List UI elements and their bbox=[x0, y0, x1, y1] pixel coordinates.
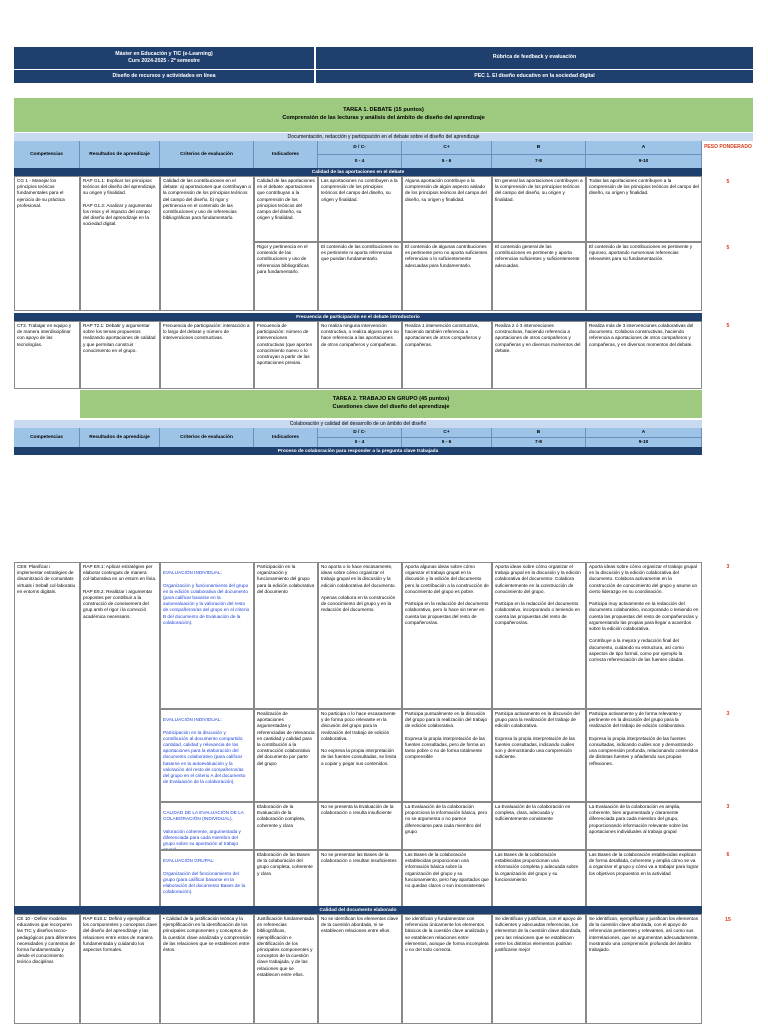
level-b-cell: Aporta ideas sobre cómo organizar el trabajo grupal en la discusión y la edición colaborativa del documento. Colabora suficientemente en la construcción de conocimiento del grupo. Participa en la redacción del documento colaborativo, incorporando o teniendo en cuenta las propuestas del resto de compañeros/as. bbox=[492, 562, 586, 709]
criterio-text: Organización del funcionamiento del grupo (para calificar basarse en la elaboración del documento Bases de la colaboración). bbox=[163, 870, 246, 895]
section-frecuencia: Frecuencia de participación en el debate introductorio bbox=[14, 313, 702, 321]
weight-value: 6 bbox=[726, 852, 730, 858]
level-b-cell: El contenido general de las contribuciones es pertinente y aporta referencias suficientes y suficientemente adecuadas. bbox=[492, 242, 586, 311]
competencia-cell: CE 10 - Definir modelos educativos que incorporen las TIC y diseños tecno-pedagógicos para diferentes necesidades y contextos de forma fundamentada y desde el conocimiento teórico disciplinar. bbox=[14, 914, 80, 1024]
task1-subheader: Documentación, redacción y participación en el debate sobre el diseño del aprendizaje bbox=[14, 133, 753, 141]
level-a-label: A bbox=[586, 428, 702, 437]
criterios-cell bbox=[160, 562, 254, 709]
criterios-cell bbox=[160, 850, 254, 914]
level-c-cell: El contenido de algunas contribuciones es pertinente pero no aporta suficientes referencias o lo suficientemente adecuadas para fundamentarlo. bbox=[402, 242, 492, 311]
task2-column-header bbox=[14, 428, 702, 447]
level-a-cell: Realiza más de 3 intervenciones colaborativas del documento. Colabora constructivas, haciendo referencia a aportaciones de otros compañeros y compañeras, y en diversos momentos del debate. bbox=[586, 321, 702, 389]
indicador-cell: Justificación fundamentada en referencias bibliográficas, ejemplificación e identificación de los principales componentes y conceptos de la cuestión clave trabajada, y de las relaciones que se establecen entre ellos. bbox=[254, 914, 318, 1024]
criterio-text: Organización y funcionamiento del grupo en la edición colaborativa del documento (para calificar basarse en la autoevaluación y la valoración del resto de compañeros/as del grupo en el criterio B del documento de Evaluación de la colaboración). bbox=[163, 582, 250, 625]
level-a-cell: Todas las aportaciones contribuyen a la comprensión de los principios teóricos del campo del diseño, su origen y finalidad. bbox=[586, 176, 702, 242]
criterio-heading: EVALUACIÓN INDIVIDUAL: bbox=[163, 717, 222, 723]
level-d-range: 0 - 4 bbox=[318, 437, 402, 447]
level-d-cell: No se presentan las Bases de la colaboración o resultan insuficientes bbox=[318, 850, 402, 914]
weight-value: 5 bbox=[726, 245, 730, 251]
task1-column-header bbox=[14, 141, 702, 168]
weight-value: 5 bbox=[726, 179, 730, 185]
level-d-label: D / C- bbox=[318, 141, 402, 154]
section-calidad-aportaciones: Calidad de las aportaciones en el debate bbox=[14, 168, 702, 176]
section-proceso-colaboracion: Proceso de colaboración para responder a la pregunta clave trabajada bbox=[14, 447, 702, 455]
col-indicadores: Indicadores bbox=[254, 141, 318, 168]
level-d-cell: Las aportaciones no contribuyen a la comprensión de los principios teóricos del campo del diseño, su origen y finalidad. bbox=[318, 176, 402, 242]
level-a-label: A bbox=[586, 141, 702, 154]
col-competencias: Competencias bbox=[14, 141, 80, 168]
level-a-cell: El contenido de las contribuciones es pertinente y riguroso, aportando numerosas referencias relevantes para su fundamentación. bbox=[586, 242, 702, 311]
resultados-cell: RAP T2.1: Debatir y argumentar sobre los temas propuestos realizando aportaciones de calidad y que permitan construir conocimiento en el grupo. bbox=[80, 321, 160, 389]
col-competencias: Competencias bbox=[14, 428, 80, 447]
criterio-text: Valoración coherente, argumentada y diferenciada para cada miembro del grupo sobre su aportación al trabajo grupal bbox=[163, 828, 241, 850]
weight-value: 15 bbox=[725, 917, 731, 923]
level-b-label: B bbox=[492, 141, 586, 154]
resultados-cell: RAP E10.1: Definir y ejemplificar los componentes y conceptos clave del diseño del aprendizaje y las relaciones entre estos de manera fundamentada y cuidando los aspectos formales. bbox=[80, 914, 160, 1024]
program-title: Máster en Educación y TIC (e-Learning) Curs 2024-2025 - 2º semestre bbox=[14, 47, 314, 69]
level-b-cell: Se identifican y justifican, con el apoyo de suficientes y adecuadas referencias, los elementos de la cuestión clave abordada, pero las relaciones que se establecen entre los distintos elementos podrían justificarse mejor bbox=[492, 914, 586, 1024]
criterio-heading: EVALUACIÓN GRUPAL: bbox=[163, 858, 215, 864]
weight-value: 5 bbox=[726, 323, 730, 329]
level-d-cell: No realiza ninguna intervención constructiva, o realiza alguna pero no hace referencia a las aportaciones de otros compañeros y compañeras. bbox=[318, 321, 402, 389]
level-c-range: 5 - 6 bbox=[402, 437, 492, 447]
level-b-cell: Realiza 2 ó 3 intervenciones constructivas, haciendo referencia a aportaciones de otros compañeros y compañeras y en diversos momentos del debate. bbox=[492, 321, 586, 389]
indicador-cell: Realización de aportaciones argumentadas y referenciadas de relevancia en cantidad y calidad para la contribución a la construcción colaborativa del documento por parte del grupo bbox=[254, 709, 318, 802]
criterio-text: Participación en la discusión y contribución al documento compartido: cantidad, calidad y relevancia de las aportaciones para la elaboración del documento colaborativo (para calificar basarse en la autoevaluación y la valoración del resto de compañeros/as del grupo en el criterio A del documento de Evaluación de la colaboración). bbox=[163, 729, 246, 785]
section-calidad-documento: Calidad del documento elaborado bbox=[14, 906, 702, 914]
subject-title: Diseño de recursos y actividades en línea bbox=[14, 70, 314, 83]
level-c-label: C+ bbox=[402, 428, 492, 437]
level-d-cell: No aporta o lo hace escasamente, ideas sobre cómo organizar el trabajo grupal en la discusión y la edición colaborativa del documento. Apenas colabora en la construcción de conocimiento del grupo y en la redacción del documento. bbox=[318, 562, 402, 709]
competencia-cell: CT2. Trabajar en equipo y de manera interdisciplinar con apoyo de las tecnologías. bbox=[14, 321, 80, 389]
level-b-cell: Las Bases de la colaboración establecidas proporcionan una información completa y adecuada sobre la organización del grupo y su funcionamiento bbox=[492, 850, 586, 914]
indicador-cell: Frecuencia de participación: número de intervenciones constructivas (que aporten conocimiento nuevo o lo construyan a partir de las aportaciones previas. bbox=[254, 321, 318, 389]
criterio-heading: CALIDAD DE LA EVALUACIÓN DE LA COLABORACIÓN (INDIVIDUAL). bbox=[163, 810, 244, 822]
level-c-cell: Alguna aportación contribuye a la comprensión de algún aspecto aislado de los principios teóricos del campo del diseño, su origen y finalidad. bbox=[402, 176, 492, 242]
criterio-heading: EVALUACIÓN INDIVIDUAL: bbox=[163, 570, 222, 576]
competencia-cell: CE9: Planificar i implementar estratègies de dinamització de comunitats virtuals i treball col·laboratiu en entorns digitals. bbox=[14, 562, 80, 914]
weight-value: 3 bbox=[726, 711, 730, 717]
competencia-cell: CG 1 - Manejar los principios teóricos fundamentales para el ejercicio de su práctica profesional. bbox=[14, 176, 80, 311]
indicador-cell: Rigor y pertinencia en el contenido de las contribuciones y uso de referencias bibliográficas para fundamentarlo. bbox=[254, 242, 318, 311]
level-d-label: D / C- bbox=[318, 428, 402, 437]
level-a-cell: Aporta ideas sobre cómo organizar el trabajo grupal en la discusión y la edición colaborativa del documento. Colabora activamente en la construcción de conocimiento del grupo y asume un cierto liderazgo en su coordinación. Participa muy activamente en la redacción del documento colaborativo, incorporando o teniendo en cuenta las propuestas del resto de compañeros/as y argumentando las propias para llegar a acuerdos sobre la edición colaborativa. Contribuye a la mejora y redacción final del documento, cuidando su estructura, así como aspectos de tipo formal, como por ejemplo la correcta referenciación de las fuentes citadas. bbox=[586, 562, 702, 709]
level-d-cell: No se presenta la Evaluación de la colaboración o resulta insuficiente bbox=[318, 802, 402, 850]
criterios-cell: • Calidad de la justificación teórica y la ejemplificación en la identificación de los principales componentes y conceptos de la cuestión clave analizada y comprensión de las relaciones que se establecen entre éstos. bbox=[160, 914, 254, 1024]
level-a-range: 9-10 bbox=[586, 437, 702, 447]
level-b-cell: En general las aportaciones contribuyen a la comprensión de los principios teóricos del campo del diseño, su origen y finalidad. bbox=[492, 176, 586, 242]
criterios-cell bbox=[160, 709, 254, 802]
level-c-cell: La Evaluación de la colaboración proporciona la información básica, pero no se argumenta o no parece diferenciarse para cada miembro del grupo bbox=[402, 802, 492, 850]
level-c-cell: Las Bases de la colaboración establecidas proporcionan una información básica sobre la organización del grupo y su funcionamiento, pero hay apartados que no quedan claros o son inconsistentes bbox=[402, 850, 492, 914]
col-criterios: Criterios de evaluación bbox=[160, 141, 254, 168]
level-b-cell: La Evaluación de la colaboración es completa, clara, adecuada y suficientemente consistente bbox=[492, 802, 586, 850]
weight-value: 3 bbox=[726, 564, 730, 570]
level-b-range: 7-8 bbox=[492, 154, 586, 168]
criterios-cell bbox=[160, 802, 254, 850]
col-criterios: Criterios de evaluación bbox=[160, 428, 254, 447]
level-a-range: 9-10 bbox=[586, 154, 702, 168]
col-resultados: Resultados de aprendizaje bbox=[80, 428, 160, 447]
resultados-cell: RAP E9.1: Aplicar estratègies per elaborar continguts de manera col·laborativa en un entorn en línia. RAP E9.2: Realitzar i argumentar propostes per contribuir a la construcció de coneixement del grup amb el rigor i la correcció acadèmica necessaris. bbox=[80, 562, 160, 914]
col-indicadores: Indicadores bbox=[254, 428, 318, 447]
level-a-cell: Se identifican, ejemplifican y justifican los elementos de la cuestión clave abordada, con el apoyo de referencias pertinentes y relevantes, así como sus interrelaciones, que se argumentan adecuadamente, mostrando una comprensión profunda del ámbito trabajado. bbox=[586, 914, 702, 1024]
level-a-cell: La Evaluación de la colaboración es amplia, coherente, bien argumentada y claramente diferenciada para cada miembro del grupo, proporcionando información relevante sobre las aportaciones individuales al trabajo grupal bbox=[586, 802, 702, 850]
level-b-range: 7-8 bbox=[492, 437, 586, 447]
resultados-cell: RAP G1.1: Explicar los principios teóricos del diseño del aprendizaje, su origen y finalidad. RAP G1.2: Analizar y argumentar los retos y el impacto del campo del diseño del aprendizaje en la sociedad digital. bbox=[80, 176, 160, 311]
level-d-range: 0 - 4 bbox=[318, 154, 402, 168]
peso-ponderado-label: PESO PONDERADO bbox=[704, 144, 752, 150]
level-b-label: B bbox=[492, 428, 586, 437]
indicador-cell: Calidad de las aportaciones en el debate: aportaciones que contribuyan a la comprensión de los principios teóricos del campo del diseño, su origen y finalidad. bbox=[254, 176, 318, 242]
level-c-cell: Participa puntualmente en la discusión del grupo para la realización del trabajo de edición colaborativa. Expresa la propia interpretación de las fuentes consultadas, pero de forma un tanto pobre o no de forma totalmente comprensible bbox=[402, 709, 492, 802]
level-c-cell: Aporta algunas ideas sobre cómo organizar el trabajo grupal en la discusión y la edición del documento pero la contribución a la construcción de conocimiento del grupo es pobre. Participa en la redacción del documento colaborativo, pero lo hace sin tener en cuenta las propuestas del resto de compañeros/as. bbox=[402, 562, 492, 709]
level-c-label: C+ bbox=[402, 141, 492, 154]
level-c-range: 5 - 6 bbox=[402, 154, 492, 168]
weight-value: 3 bbox=[726, 804, 730, 810]
level-a-cell: Participa activamente y de forma relevante y pertinente en la discusión del grupo para la realización del trabajo de edición colaborativa. Expresa la propia interpretación de las fuentes consultadas, indicando cuáles son y demostrando una comprensión profunda, relacionando contenidos de distintas fuentes y añadiendo sus propias reflexiones. bbox=[586, 709, 702, 802]
task2-subheader: Colaboración y calidad del desarrollo de un ámbito del diseño bbox=[14, 420, 702, 428]
level-d-cell: No se identifican los elementos clave de la cuestión abordada, ni se establecen relaciones entre ellos. bbox=[318, 914, 402, 1024]
indicador-cell: Elaboración de las Bases de la colaboración del grupo completa, coherente y clara bbox=[254, 850, 318, 914]
level-c-cell: Realiza 1 intervención constructiva, haciendo también referencia a aportaciones de otros compañeros y compañeras. bbox=[402, 321, 492, 389]
task2-title: TAREA 2. TRABAJO EN GRUPO (45 puntos) Cuestiones clave del diseño del aprendizaje bbox=[80, 390, 702, 418]
level-d-cell: No participa o lo hace escasamente y de forma poco relevante en la discusión del grupo para la realización del trabajo de edición colaborativa. No expresa la propia interpretación de las fuentes consultadas, se limita a copiar y pegar sus contenidos. bbox=[318, 709, 402, 802]
level-b-cell: Participa activamente en la discusión del grupo para la realización del trabajo de edición colaborativa. Expresa la propia interpretación de las fuentes consultadas, indicando cuáles son y demostrando una comprensión suficiente. bbox=[492, 709, 586, 802]
criterios-cell: Calidad de las contribuciones en el debate: a) aportaciones que contribuyan a la comprensión de los principios teóricos del campo del diseño, b) rigor y pertinencia en el contenido de las contribuciones y uso de referencias bibliográficas para fundamentarlo. bbox=[160, 176, 254, 311]
task1-title: TAREA 1. DEBATE (15 puntos) Comprensión de las lecturas y análisis del ámbito de diseño del aprendizaje bbox=[14, 98, 753, 132]
document-type: Rúbrica de feedback y evaluación bbox=[316, 47, 753, 69]
pec-title: PEC 1. El diseño educativo en la sociedad digital bbox=[316, 70, 753, 83]
col-resultados: Resultados de aprendizaje bbox=[80, 141, 160, 168]
indicador-cell: Participación en la organización y funcionamiento del grupo para la edición colaborativa del documento bbox=[254, 562, 318, 709]
level-a-cell: Las Bases de la colaboración establecidas explican de forma detallada, coherente y amplia cómo se va a organizar el grupo y cómo va a trabajar para lograr los objetivos propuestos en la actividad bbox=[586, 850, 702, 914]
indicador-cell: Elaboración de la Evaluación de la colaboración completa, coherente y clara bbox=[254, 802, 318, 850]
level-c-cell: Se identifican y fundamentan con referencias únicamente los elementos básicos de la cuestión clave analizada y se establecen relaciones entre elementos, aunque de forma incompleta o no del todo correcta. bbox=[402, 914, 492, 1024]
level-d-cell: El contenido de las contribuciones no es pertinente ni aporta referencias que puedan fundamentarlo. bbox=[318, 242, 402, 311]
criterios-cell: Frecuencia de participación: interacción a lo largo del debate y número de intervenciones constructivas. bbox=[160, 321, 254, 389]
